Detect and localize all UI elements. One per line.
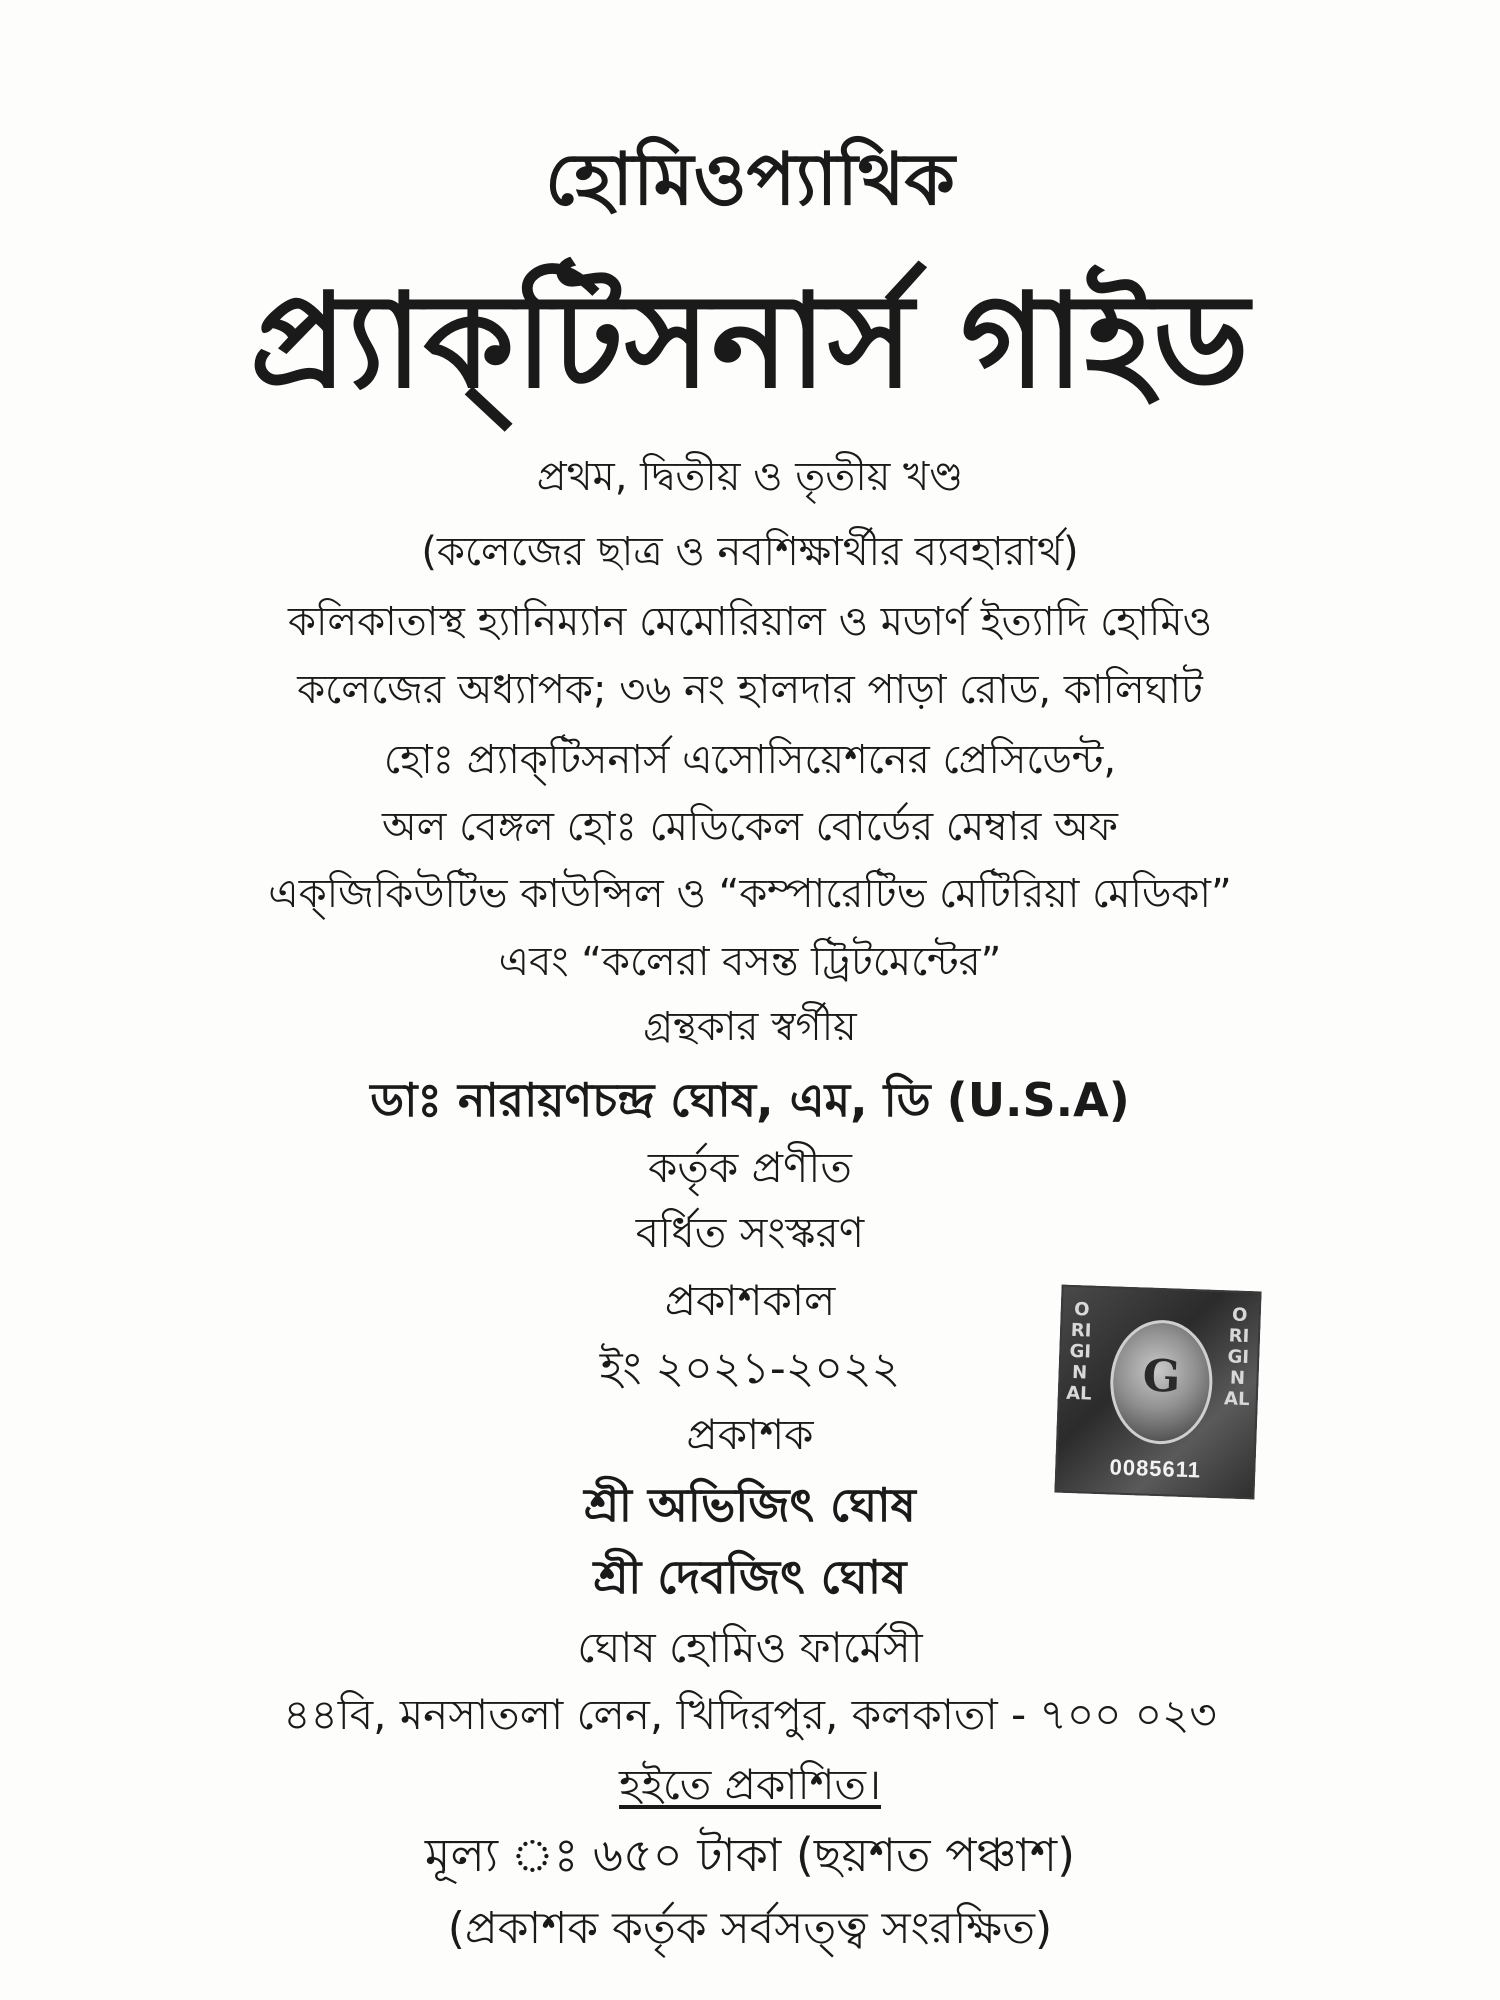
authored-by: কর্তৃক প্রণীত [648,1143,852,1192]
publication-year: ইং ২০২১-২০২২ [599,1343,901,1394]
price: মূল্য ঃ ৬৫০ টাকা (ছয়শত পঞ্চাশ) [424,1828,1076,1882]
book-title: প্র্যাক্‌টিসনার্স গাইড [250,265,1250,417]
edition: বর্ধিত সংস্করণ [635,1208,865,1257]
pharmacy-name: ঘোষ হোমিও ফার্মেসী [577,1623,923,1672]
sticker-serial: 0085611 [1109,1454,1202,1483]
subtitle-top: হোমিওপ্যাথিক [545,137,955,221]
author-name: ডাঃ নারায়ণচন্দ্র ঘোষ, এম, ডি (U.S.A) [370,1073,1130,1127]
sticker-side-text-left: ORIGINAL [1065,1299,1092,1405]
bio-line: কলেজের অধ্যাপক; ৩৬ নং হালদার পাড়া রোড, কালিঘাট [297,667,1203,713]
hologram-sticker [1054,1285,1261,1500]
address: ৪৪বি, মনসাতলা লেন, খিদিরপুর, কলকাতা - ৭০০ ০২৩ [283,1690,1217,1739]
publisher-name: শ্রী অভিজিৎ ঘোষ [584,1478,916,1532]
sticker-side-text-right: ORIGINAL [1223,1304,1250,1411]
audience-line: (কলেজের ছাত্র ও নবশিক্ষার্থীর ব্যবহারার্থ) [421,529,1079,575]
bio-line: এক্‌জিকিউটিভ কাউন্সিল ও “কম্পারেটিভ মেটিরিয়া মেডিকা” [268,871,1232,917]
publisher-name: শ্রী দেবজিৎ ঘোষ [593,1550,907,1604]
bio-line: কলিকাতাস্থ হ্যানিম্যান মেমোরিয়াল ও মডার্ণ ইত্যাদি হোমিও [287,599,1213,645]
publisher-label: প্রকাশক [686,1410,814,1459]
bio-line: অল বেঙ্গল হোঃ মেডিকেল বোর্ডের মেম্বার অফ [381,804,1118,850]
published-note-line [0,1762,1500,1808]
logo-glyph-icon: G [1141,1350,1182,1403]
hologram-logo-icon [1108,1318,1214,1445]
author-prefix: গ্রন্থকার স্বর্গীয় [643,1004,857,1050]
published-note: হইতে প্রকাশিত। [619,1760,881,1809]
volumes-line: প্রথম, দ্বিতীয় ও তৃতীয় খণ্ড [536,454,964,500]
publication-time-label: প্রকাশকাল [664,1276,836,1325]
bio-line: এবং “কলেরা বসন্ত ট্রিটমেন্টের” [498,939,1002,985]
rights-notice: (প্রকাশক কর্তৃক সর্বসত্ত্ব সংরক্ষিত) [447,1903,1053,1954]
bio-line: হোঃ প্র্যাক্‌টিসনার্স এসোসিয়েশনের প্রেসিডেন্ট, [383,737,1117,783]
